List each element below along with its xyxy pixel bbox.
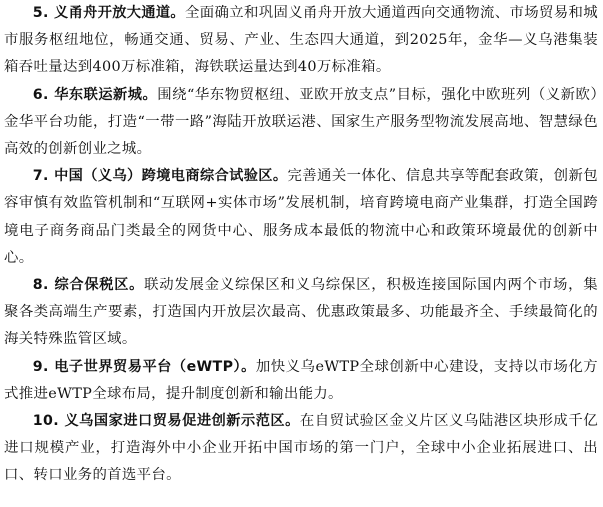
item-body: 围绕“华东物贸枢纽、亚欧开放支点”目标，强化中欧班列（义新欧）金华平台功能，打造“一带一路”海陆开放联运港、国家生产服务型物流发展高地、智慧绿色高效的创新创业之城。 xyxy=(4,86,599,158)
item-body: 完善通关一体化、信息共享等配套政策，创新包容审慎有效监管机制和“互联网+实体市场”发展机制，培育跨境电商产业集群，打造全国跨境电子商务商品门类最全的网货中心、服务成本最低的物流中心和政策环境最优的创新中心。 xyxy=(4,168,598,266)
item-heading: 6. 华东联运新城。 xyxy=(32,86,158,103)
item-body: 联动发展金义综保区和义乌综保区，积极连接国际国内两个市场，集聚各类高端生产要素，打造国内开放层次最高、优惠政策最多、功能最齐全、手续最简化的海关特殊监管区域。 xyxy=(4,277,598,348)
item-heading: 10. 义乌国家进口贸易促进创新示范区。 xyxy=(32,413,300,430)
item-heading: 5. 义甬舟开放大通道。 xyxy=(32,5,185,21)
paragraph-item-7 xyxy=(4,163,598,272)
document-page xyxy=(4,0,598,490)
paragraph-item-6 xyxy=(4,82,598,164)
paragraph-item-10 xyxy=(4,408,598,490)
item-body: 全面确立和巩固义甬舟开放大通道西向交通物流、市场贸易和城市服务枢纽地位，畅通交通、贸易、产业、生态四大通道，到2025年，金华—义乌港集装箱吞吐量达到400万标准箱，海铁联运量达到40万标准箱。 xyxy=(4,5,598,76)
paragraph-item-8 xyxy=(4,272,598,354)
item-heading: 9. 电子世界贸易平台（eWTP）。 xyxy=(32,358,256,375)
paragraph-item-9 xyxy=(4,354,598,408)
item-body: 加快义乌eWTP全球创新中心建设，支持以市场化方式推进eWTP全球布局，提升制度创新和输出能力。 xyxy=(4,358,598,402)
item-body: 在自贸试验区金义片区义乌陆港区块形成千亿进口规模产业，打造海外中小企业开拓中国市场的第一门户，全球中小企业拓展进口、出口、转口业务的首选平台。 xyxy=(4,413,598,484)
item-heading: 7. 中国（义乌）跨境电商综合试验区。 xyxy=(32,168,288,185)
paragraph-item-5 xyxy=(4,0,598,82)
item-heading: 8. 综合保税区。 xyxy=(32,277,145,294)
